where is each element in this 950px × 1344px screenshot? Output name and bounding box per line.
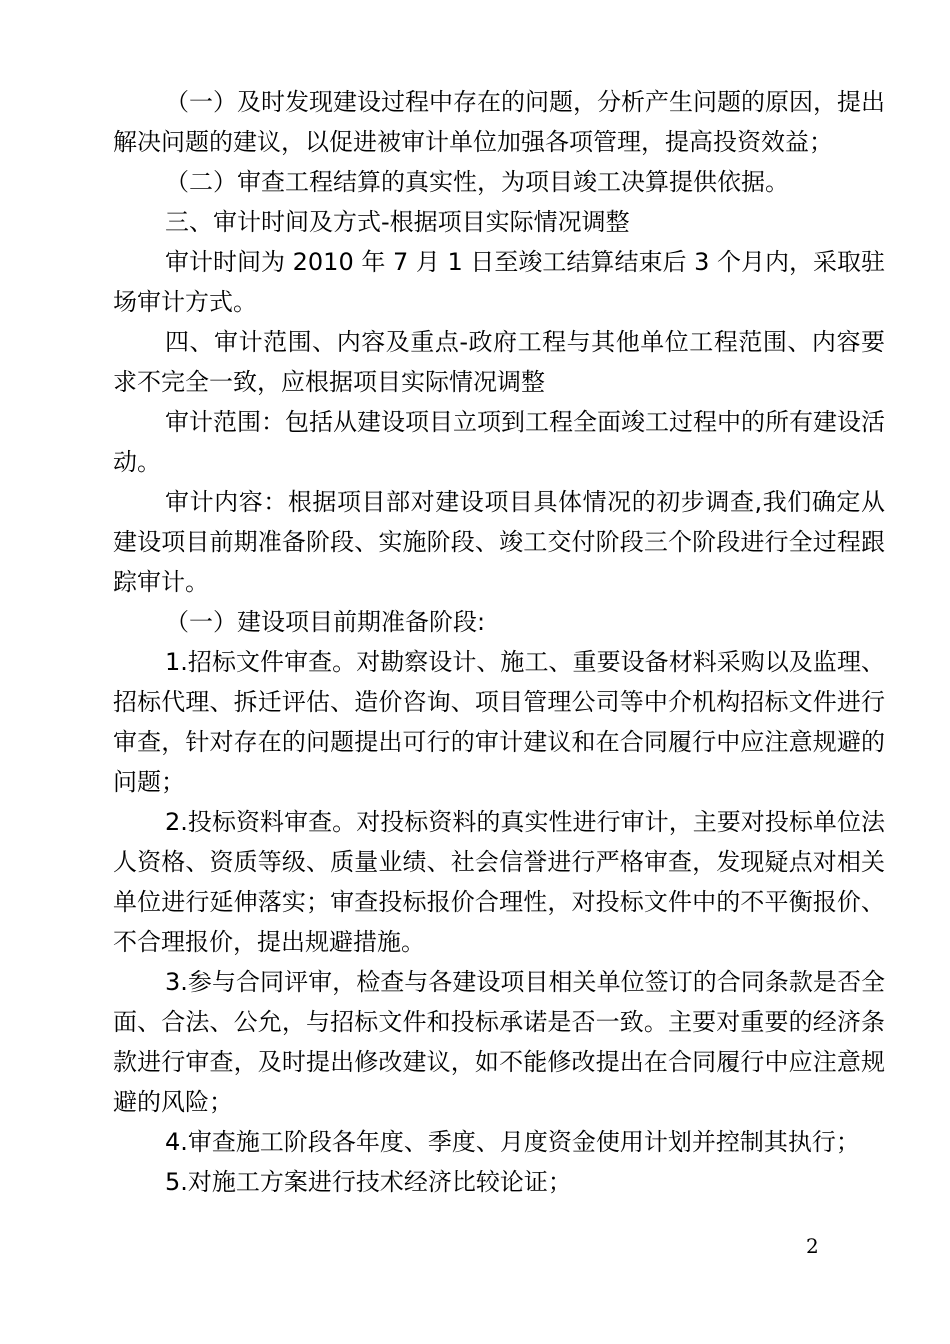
paragraph-objective-1: （一）及时发现建设过程中存在的问题，分析产生问题的原因，提出解决问题的建议，以促进被审计单位加强各项管理，提高投资效益； (113, 88, 885, 156)
subheading-preparation-stage: （一）建设项目前期准备阶段: (165, 608, 486, 636)
paragraph-audit-scope: 审计范围：包括从建设项目立项到工程全面竣工过程中的所有建设活动。 (113, 408, 885, 476)
list-item-1: 1.招标文件审查。对勘察设计、施工、重要设备材料采购以及监理、招标代理、拆迁评估、造价咨询、项目管理公司等中介机构招标文件进行审查，针对存在的问题提出可行的审计建议和在合同履行中应注意规避的问题； (113, 648, 885, 796)
paragraph-objective-2: （二）审查工程结算的真实性，为项目竣工决算提供依据。 (165, 168, 789, 196)
document-body (113, 82, 885, 1202)
section-heading-audit-time: 三、审计时间及方式-根据项目实际情况调整 (165, 208, 630, 236)
list-item-3: 3.参与合同评审，检查与各建设项目相关单位签订的合同条款是否全面、合法、公允，与招标文件和投标承诺是否一致。主要对重要的经济条款进行审查，及时提出修改建议，如不能修改提出在合同履行中应注意规避的风险； (113, 968, 885, 1116)
paragraph-audit-content: 审计内容：根据项目部对建设项目具体情况的初步调查,我们确定从建设项目前期准备阶段、实施阶段、竣工交付阶段三个阶段进行全过程跟踪审计。 (113, 488, 885, 596)
paragraph-audit-time: 审计时间为 2010 年 7 月 1 日至竣工结算结束后 3 个月内，采取驻场审计方式。 (113, 248, 885, 316)
page-number: 2 (806, 1234, 819, 1258)
section-heading-audit-scope: 四、审计范围、内容及重点-政府工程与其他单位工程范围、内容要求不完全一致，应根据项目实际情况调整 (113, 328, 885, 396)
list-item-2: 2.投标资料审查。对投标资料的真实性进行审计，主要对投标单位法人资格、资质等级、质量业绩、社会信誉进行严格审查，发现疑点对相关单位进行延伸落实；审查投标报价合理性，对投标文件中的不平衡报价、不合理报价，提出规避措施。 (113, 808, 885, 956)
list-item-4: 4.审查施工阶段各年度、季度、月度资金使用计划并控制其执行； (165, 1128, 860, 1156)
list-item-5: 5.对施工方案进行技术经济比较论证； (165, 1168, 572, 1196)
